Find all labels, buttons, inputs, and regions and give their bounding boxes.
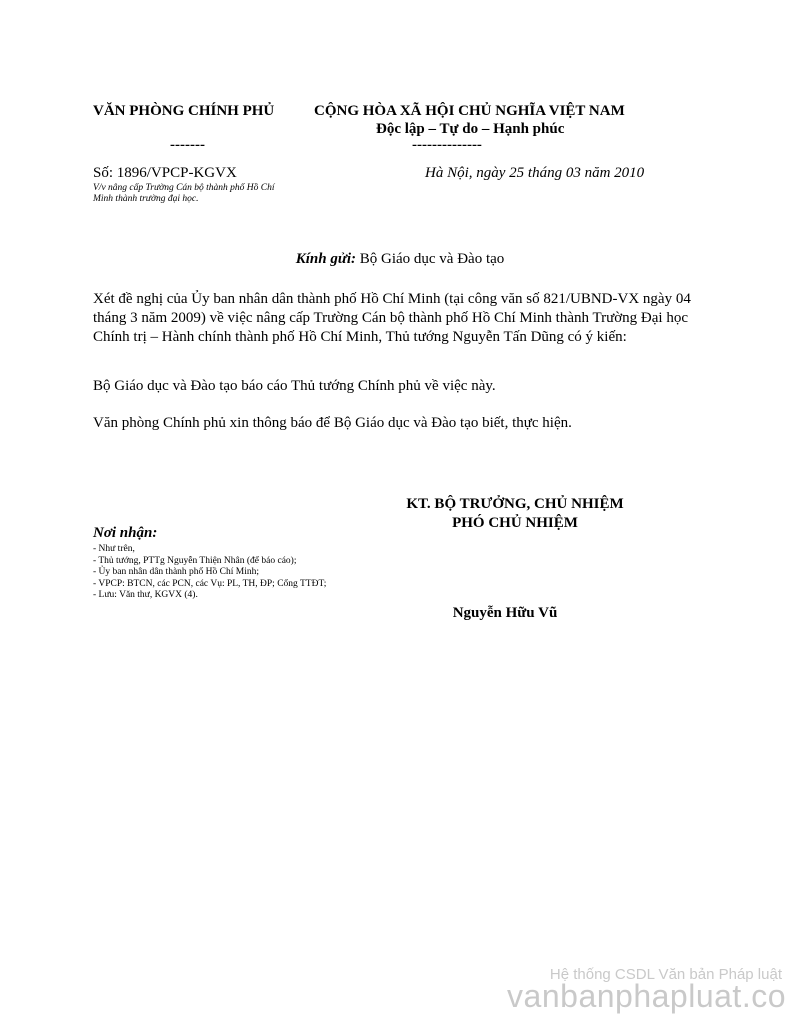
recipient-line — [0, 251, 800, 268]
place-date: Hà Nội, ngày 25 tháng 03 năm 2010 — [425, 165, 645, 181]
distribution-title: Nơi nhận: — [93, 525, 158, 541]
document-subject: V/v nâng cấp Trường Cán bộ thành phố Hồ Chí Minh thành trường đại học. — [93, 183, 275, 204]
signature-block — [385, 495, 645, 533]
distribution-item: - Thủ tướng, PTTg Nguyễn Thiện Nhân (để báo cáo); — [93, 555, 297, 566]
issuing-agency: VĂN PHÒNG CHÍNH PHỦ — [93, 103, 275, 119]
recipient-label: Kính gửi: — [295, 251, 356, 267]
body-paragraph: Bộ Giáo dục và Đào tạo báo cáo Thủ tướng Chính phủ về việc này. — [93, 378, 496, 394]
body-paragraph: Văn phòng Chính phủ xin thông báo để Bộ Giáo dục và Đào tạo biết, thực hiện. — [93, 415, 572, 431]
distribution-item: - VPCP: BTCN, các PCN, các Vụ: PL, TH, ĐP; Cổng TTĐT; — [93, 578, 327, 589]
distribution-list — [93, 544, 326, 602]
distribution-item: - Ủy ban nhân dân thành phố Hồ Chí Minh; — [93, 567, 259, 577]
distribution-item: - Lưu: Văn thư, KGVX (4). — [93, 590, 198, 600]
national-motto: Độc lập – Tự do – Hạnh phúc — [376, 121, 565, 137]
watermark-domain: vanbanphapluat.co — [507, 978, 786, 1014]
signature-title: KT. BỘ TRƯỞNG, CHỦ NHIỆM — [406, 496, 624, 512]
watermark-caption: Hệ thống CSDL Văn bản Pháp luật — [549, 966, 782, 983]
body-paragraph: Xét đề nghị của Ủy ban nhân dân thành phố Hồ Chí Minh (tại công văn số 821/UBND-VX ngày 04 tháng 3 năm 2009) về việc nâng cấp Trường Cán bộ thành phố Hồ Chí Minh thành Trường Đại học Chính trị – Hành chính thành phố Hồ Chí Minh, Thủ tướng Nguyễn Tấn Dũng có ý kiến: — [93, 291, 691, 345]
signer-name: Nguyễn Hữu Vũ — [452, 605, 558, 621]
recipient-name: Bộ Giáo dục và Đào tạo — [355, 251, 505, 267]
signature-subtitle: PHÓ CHỦ NHIỆM — [452, 515, 578, 531]
distribution-item: - Như trên, — [93, 544, 135, 554]
national-title: CỘNG HÒA XÃ HỘI CHỦ NGHĨA VIỆT NAM — [314, 103, 625, 119]
agency-divider: ------- — [170, 137, 205, 153]
document-number: Số: 1896/VPCP-KGVX — [93, 165, 237, 181]
motto-divider: -------------- — [412, 137, 482, 153]
